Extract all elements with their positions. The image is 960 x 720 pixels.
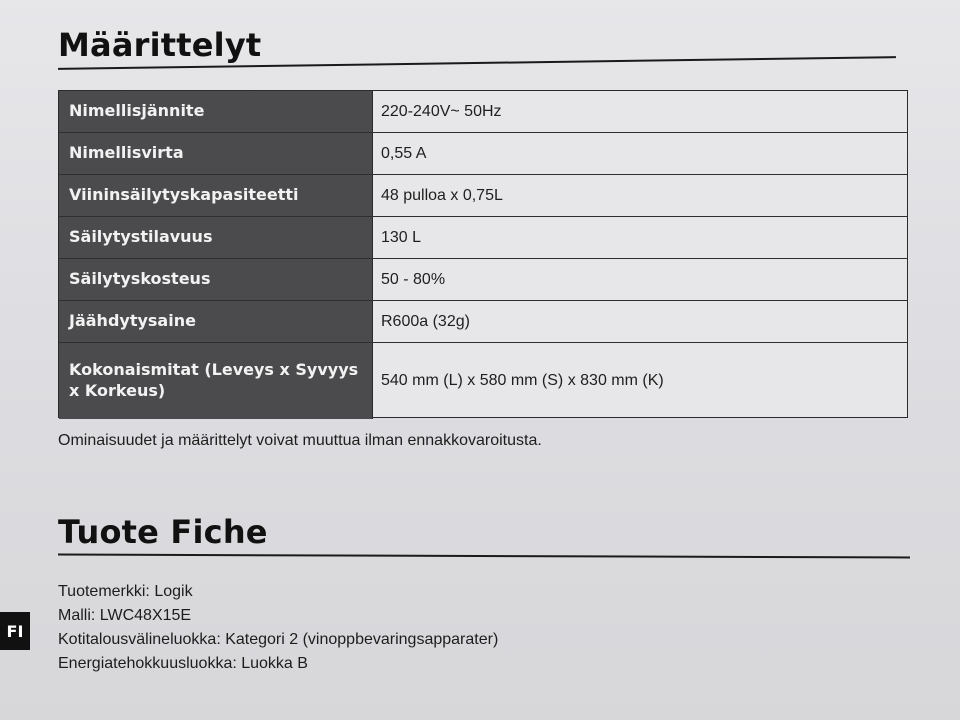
list-item: Kotitalousvälineluokka: Kategori 2 (vinoppbevaringsapparater) <box>58 631 499 648</box>
table-value: 0,55 A <box>381 144 427 162</box>
table-row <box>59 175 907 217</box>
list-item: Tuotemerkki: Logik <box>58 583 193 600</box>
table-row <box>59 91 907 133</box>
table-value: 130 L <box>381 228 422 246</box>
table-row <box>59 301 907 343</box>
table-value: 540 mm (L) x 580 mm (S) x 830 mm (K) <box>381 372 664 389</box>
table-label: Nimellisvirta <box>59 133 373 174</box>
list-item: Energiatehokkuusluokka: Luokka B <box>58 655 308 672</box>
specifications-table <box>58 90 908 418</box>
section-title-specifications: Määrittelyt <box>58 26 262 64</box>
table-label: Viininsäilytyskapasiteetti <box>59 175 373 216</box>
table-label: Kokonaismitat (Leveys x Syvyys x Korkeus) <box>59 343 373 419</box>
table-value: 50 - 80% <box>381 270 446 288</box>
table-row <box>59 343 907 419</box>
table-label: Säilytyskosteus <box>59 259 373 300</box>
specifications-note: Ominaisuudet ja määrittelyt voivat muuttua ilman ennakkovaroitusta. <box>58 432 542 449</box>
section-title-product-fiche: Tuote Fiche <box>58 513 268 551</box>
language-tab: FI <box>0 612 30 650</box>
section-title-rule <box>58 554 910 559</box>
table-value: R600a (32g) <box>381 312 470 330</box>
table-label: Jäähdytysaine <box>59 301 373 342</box>
table-label: Nimellisjännite <box>59 91 373 132</box>
list-item: Malli: LWC48X15E <box>58 607 192 624</box>
table-row <box>59 259 907 301</box>
table-row <box>59 217 907 259</box>
table-value: 48 pulloa x 0,75L <box>381 186 503 204</box>
table-row <box>59 133 907 175</box>
table-label: Säilytystilavuus <box>59 217 373 258</box>
product-fiche-list <box>58 580 498 676</box>
table-value: 220-240V~ 50Hz <box>381 102 502 120</box>
